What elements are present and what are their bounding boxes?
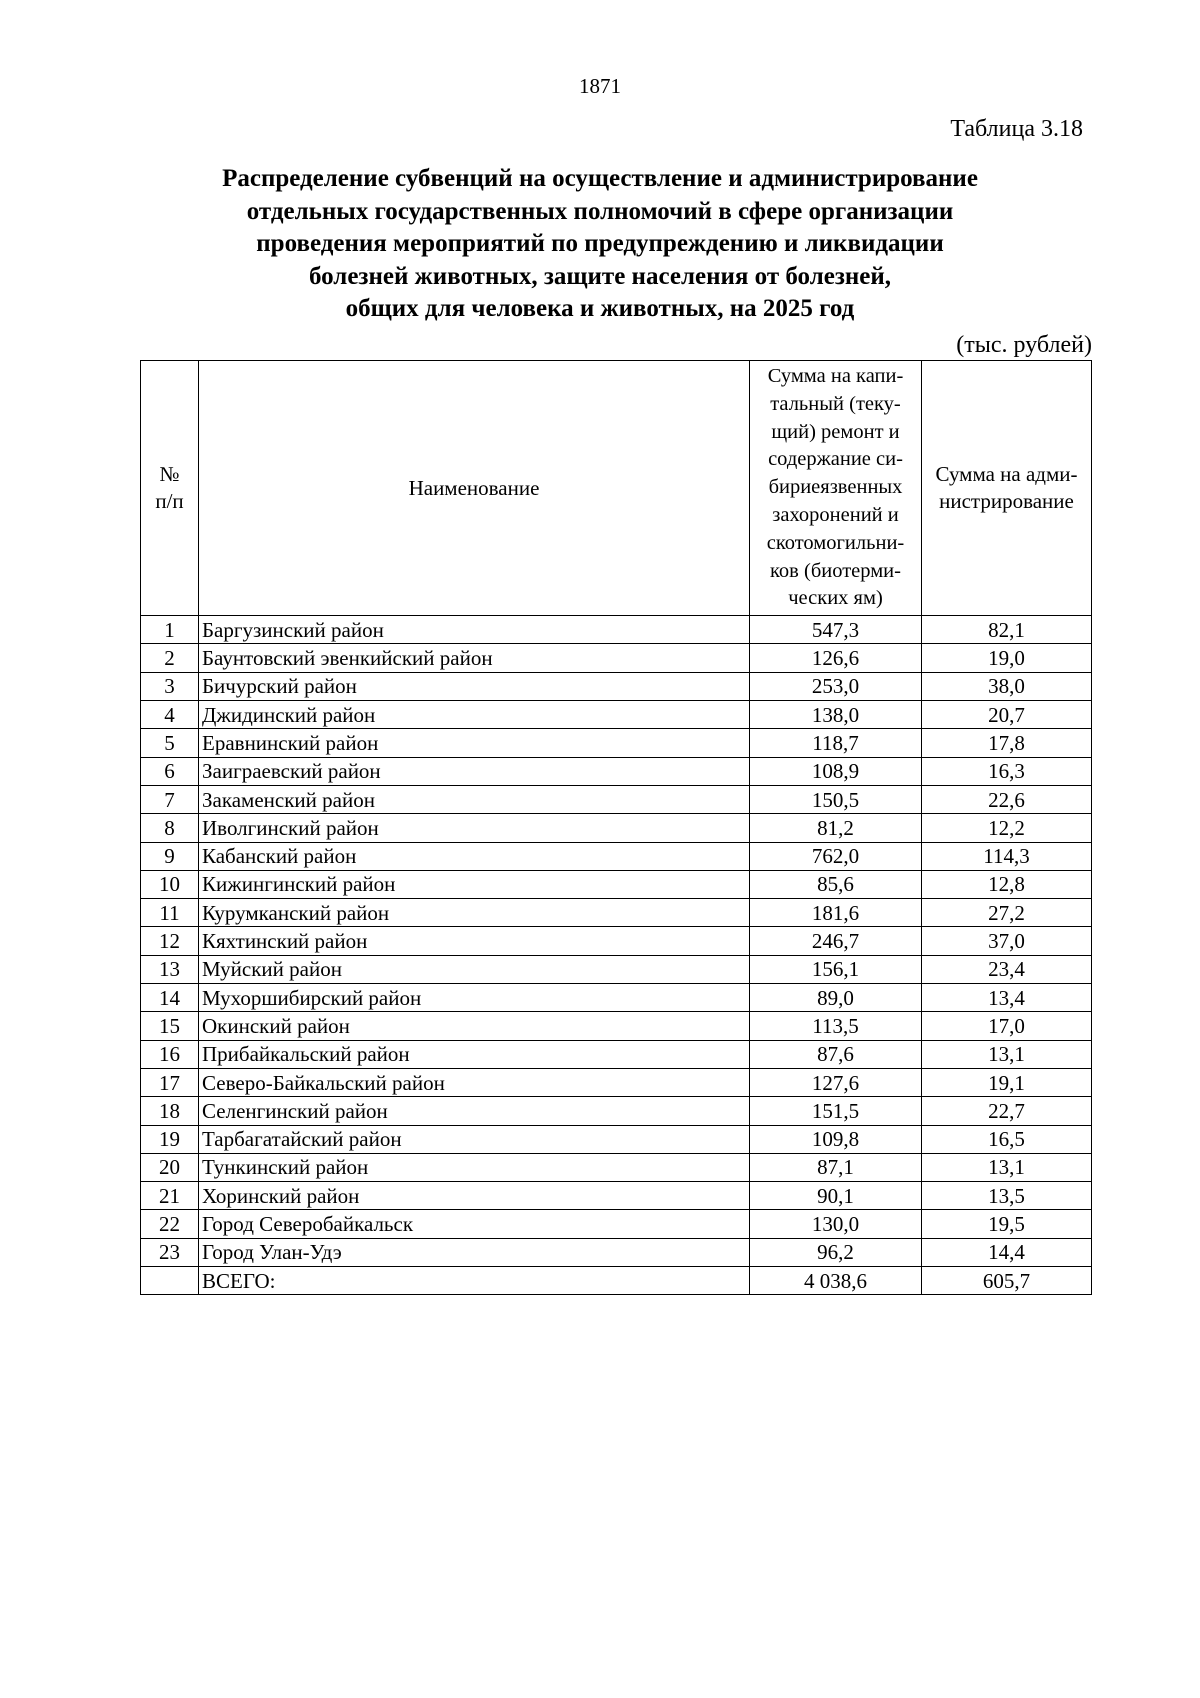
row-capital-sum: 126,6 [750,644,922,672]
header-capital-line: содержание си- [768,448,903,471]
title-line: Распределение субвенций на осуществление и администрирование [222,165,978,192]
title-line: проведения мероприятий по предупреждению и ликвидации [256,230,944,257]
row-number: 9 [141,842,199,870]
row-capital-sum: 253,0 [750,672,922,700]
header-number-line: № [159,462,180,487]
row-name: Мухоршибирский район [199,984,750,1012]
row-name: Город Улан-Удэ [199,1238,750,1266]
row-name: ВСЕГО: [199,1267,750,1295]
row-number: 7 [141,785,199,813]
row-admin-sum: 14,4 [922,1238,1092,1266]
row-admin-sum: 27,2 [922,899,1092,927]
row-name: Закаменский район [199,785,750,813]
row-name: Город Северобайкальск [199,1210,750,1238]
title-line: отдельных государственных полномочий в сфере организации [246,197,954,225]
table-row [141,1097,1092,1125]
row-name: Еравнинский район [199,729,750,757]
title-line: общих для человека и животных, на 2025 год [345,295,855,322]
row-capital-sum: 246,7 [750,927,922,955]
row-capital-sum: 108,9 [750,757,922,785]
header-capital-line: Сумма на капи- [767,365,904,387]
row-capital-sum: 81,2 [750,814,922,842]
row-admin-sum: 17,8 [922,729,1092,757]
table-row [141,955,1092,983]
row-number: 4 [141,701,199,729]
table-row [141,984,1092,1012]
row-admin-sum: 16,3 [922,757,1092,785]
table-row [141,785,1092,813]
row-capital-sum: 90,1 [750,1182,922,1210]
row-name: Хоринский район [199,1182,750,1210]
row-capital-sum: 96,2 [750,1238,922,1266]
row-name: Баунтовский эвенкийский район [199,644,750,672]
header-capital-line: бириеязвенных [768,476,903,499]
row-name: Кабанский район [199,842,750,870]
row-number: 1 [141,616,199,644]
table-row [141,1068,1092,1096]
row-name: Иволгинский район [199,814,750,842]
header-number-line: п/п [155,489,184,514]
table-row [141,1012,1092,1040]
title-line: болезней животных, защите населения от болезней, [308,262,892,290]
row-capital-sum: 138,0 [750,701,922,729]
table-row [141,757,1092,785]
header-capital-line: щий) ремонт и [771,420,900,443]
table-row [141,701,1092,729]
row-admin-sum: 37,0 [922,927,1092,955]
row-name: Курумканский район [199,899,750,927]
row-admin-sum: 19,0 [922,644,1092,672]
table-row [141,616,1092,644]
row-name: Муйский район [199,955,750,983]
row-capital-sum: 127,6 [750,1068,922,1096]
table-row [141,1125,1092,1153]
header-admin-line: нистрирование [939,489,1074,514]
row-number: 21 [141,1182,199,1210]
row-admin-sum: 16,5 [922,1125,1092,1153]
row-capital-sum: 87,1 [750,1153,922,1181]
total-row [141,1267,1092,1295]
header-admin-sum [922,361,1092,616]
table-row [141,1153,1092,1181]
row-admin-sum: 22,6 [922,785,1092,813]
row-number: 6 [141,757,199,785]
table-row [141,729,1092,757]
row-admin-sum: 82,1 [922,616,1092,644]
row-number: 19 [141,1125,199,1153]
row-capital-sum: 89,0 [750,984,922,1012]
table-row [141,1210,1092,1238]
row-number: 23 [141,1238,199,1266]
row-capital-sum: 156,1 [750,955,922,983]
row-number: 17 [141,1068,199,1096]
subvention-table [140,360,1092,1295]
row-number: 14 [141,984,199,1012]
row-admin-sum: 12,8 [922,870,1092,898]
row-number: 2 [141,644,199,672]
row-capital-sum: 762,0 [750,842,922,870]
row-number: 15 [141,1012,199,1040]
row-admin-sum: 13,5 [922,1182,1092,1210]
page-number: 1871 [579,74,621,98]
row-capital-sum: 113,5 [750,1012,922,1040]
row-capital-sum: 130,0 [750,1210,922,1238]
table-row [141,644,1092,672]
row-capital-sum: 87,6 [750,1040,922,1068]
header-capital-line: ков (биотерми- [770,559,901,582]
row-admin-sum: 19,1 [922,1068,1092,1096]
table-body [141,616,1092,1295]
table-row [141,1040,1092,1068]
row-number: 20 [141,1153,199,1181]
row-name: Кяхтинский район [199,927,750,955]
table-row [141,870,1092,898]
row-admin-sum: 114,3 [922,842,1092,870]
header-admin-line: Сумма на адми- [935,462,1078,487]
table-row [141,842,1092,870]
row-admin-sum: 22,7 [922,1097,1092,1125]
row-capital-sum: 547,3 [750,616,922,644]
row-number: 18 [141,1097,199,1125]
header-capital-line: тальный (теку- [770,392,901,415]
table-row [141,672,1092,700]
row-capital-sum: 85,6 [750,870,922,898]
row-admin-sum: 38,0 [922,672,1092,700]
row-admin-sum: 19,5 [922,1210,1092,1238]
row-number: 5 [141,729,199,757]
row-number: 8 [141,814,199,842]
row-name: Прибайкальский район [199,1040,750,1068]
table-row [141,1238,1092,1266]
table-row [141,899,1092,927]
row-number: 13 [141,955,199,983]
document-title [140,163,1060,326]
header-capital-sum [750,361,922,616]
units-label: (тыс. рублей) [956,332,1092,358]
header-capital-line: захоронений и [772,503,899,526]
table-row [141,927,1092,955]
row-name: Окинский район [199,1012,750,1040]
row-name: Джидинский район [199,701,750,729]
row-name: Тункинский район [199,1153,750,1181]
row-number [141,1267,199,1295]
row-name: Тарбагатайский район [199,1125,750,1153]
row-admin-sum: 17,0 [922,1012,1092,1040]
header-name: Наименование [199,361,750,616]
row-admin-sum: 13,1 [922,1040,1092,1068]
row-number: 3 [141,672,199,700]
table-number: Таблица 3.18 [950,116,1083,142]
row-name: Кижингинский район [199,870,750,898]
table-header-row [141,361,1092,616]
row-admin-sum: 13,1 [922,1153,1092,1181]
row-name: Заиграевский район [199,757,750,785]
row-admin-sum: 12,2 [922,814,1092,842]
row-number: 12 [141,927,199,955]
row-number: 10 [141,870,199,898]
header-number [141,361,199,616]
row-capital-sum: 181,6 [750,899,922,927]
row-capital-sum: 109,8 [750,1125,922,1153]
row-number: 16 [141,1040,199,1068]
row-admin-sum: 605,7 [922,1267,1092,1295]
table-row [141,1182,1092,1210]
row-capital-sum: 118,7 [750,729,922,757]
row-admin-sum: 20,7 [922,701,1092,729]
row-admin-sum: 23,4 [922,955,1092,983]
table-row [141,814,1092,842]
header-capital-line: ческих ям) [788,587,883,610]
row-capital-sum: 4 038,6 [750,1267,922,1295]
header-capital-line: скотомогильни- [766,531,905,554]
row-admin-sum: 13,4 [922,984,1092,1012]
row-name: Северо-Байкальский район [199,1068,750,1096]
row-name: Бичурский район [199,672,750,700]
row-number: 22 [141,1210,199,1238]
row-name: Селенгинский район [199,1097,750,1125]
row-capital-sum: 151,5 [750,1097,922,1125]
row-name: Баргузинский район [199,616,750,644]
row-capital-sum: 150,5 [750,785,922,813]
row-number: 11 [141,899,199,927]
